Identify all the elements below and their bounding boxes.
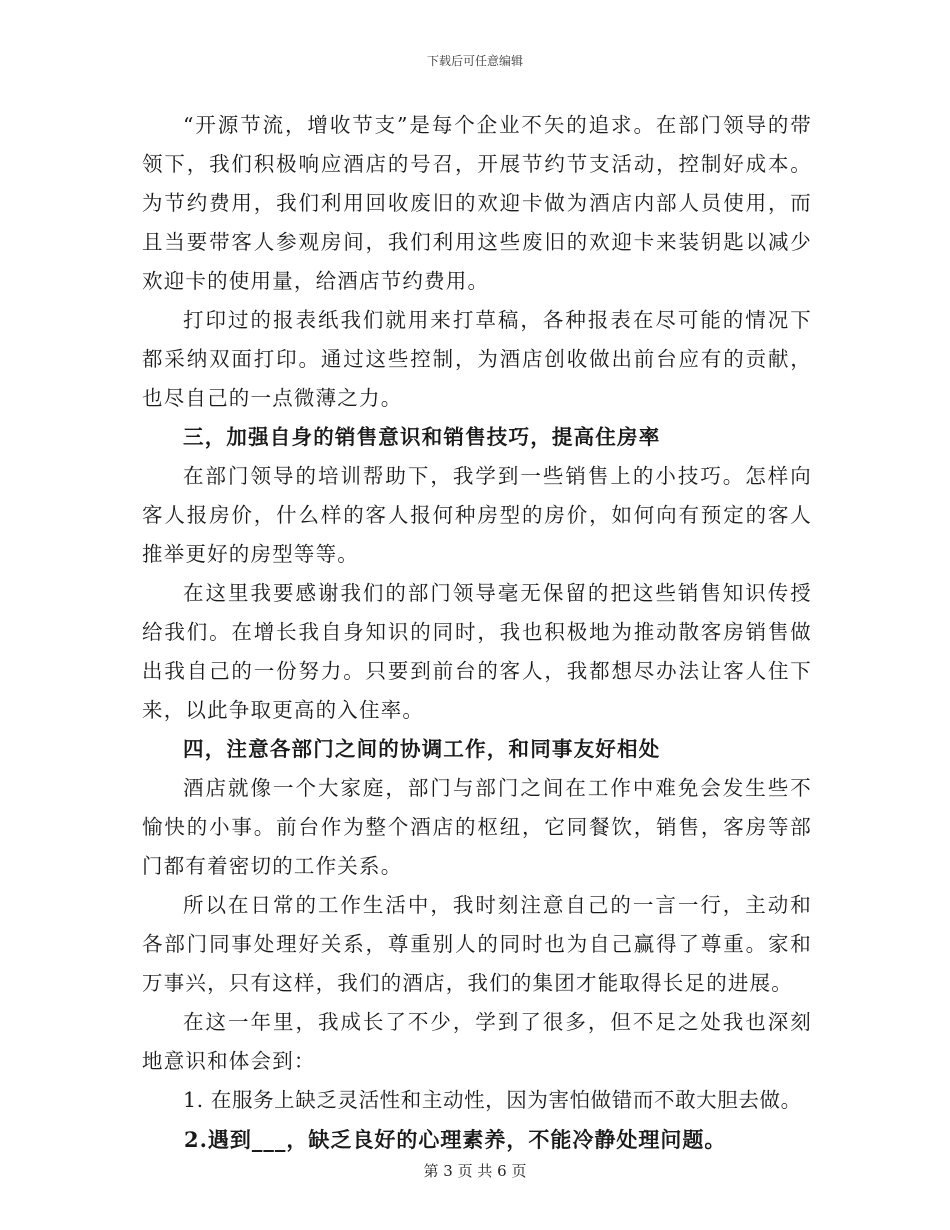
section-heading-sales: 三，加强自身的销售意识和销售技巧，提高住房率 xyxy=(183,425,661,449)
page-footer: 第 3 页 共 6 页 xyxy=(423,1162,527,1180)
document-body xyxy=(142,106,812,1159)
paragraph-sales-training: 在部门领导的培训帮助下，我学到一些销售上的小技巧。怎样向客人报房价，什么样的客人报何种房型的房价，如何向有预定的客人推举更好的房型等等。 xyxy=(142,464,812,566)
paragraph-thanks-leaders: 在这里我要感谢我们的部门领导毫无保留的把这些销售知识传授给我们。在增长我自身知识的同时，我也积极地为推动散客房销售做出我自己的一份努力。只要到前台的客人，我都想尽办法让客人住下来，以此争取更高的入住率。 xyxy=(142,581,812,722)
paragraph-reflection: 在这一年里，我成长了不少，学到了很多，但不足之处我也深刻地意识和体会到： xyxy=(142,1010,812,1073)
list-item-shortcoming-1: 1. 在服务上缺乏灵活性和主动性，因为害怕做错而不敢大胆去做。 xyxy=(183,1088,802,1112)
page-header: 下载后可任意编辑 xyxy=(426,54,523,68)
section-heading-coordination: 四，注意各部门之间的协调工作，和同事友好相处 xyxy=(183,737,661,761)
list-item-shortcoming-2: 2.遇到___，缺乏良好的心理素养，不能冷静处理问题。 xyxy=(184,1127,727,1152)
paragraph-double-sided-printing: 打印过的报表纸我们就用来打草稿，各种报表在尽可能的情况下都采纳双面打印。通过这些控制，为酒店创收做出前台应有的贡献，也尽自己的一点微薄之力。 xyxy=(142,308,812,410)
paragraph-hotel-family: 酒店就像一个大家庭，部门与部门之间在工作中难免会发生些不愉快的小事。前台作为整个酒店的枢纽，它同餐饮，销售，客房等部门都有着密切的工作关系。 xyxy=(142,776,812,878)
paragraph-cost-saving: “开源节流，增收节支”是每个企业不矢的追求。在部门领导的带领下，我们积极响应酒店的号召，开展节约节支活动，控制好成本。为节约费用，我们利用回收废旧的欢迎卡做为酒店内部人员使用，而且当要带客人参观房间，我们利用这些废旧的欢迎卡来装钥匙以减少欢迎卡的使用量，给酒店节约费用。 xyxy=(142,113,812,293)
paragraph-daily-work: 所以在日常的工作生活中，我时刻注意自己的一言一行，主动和各部门同事处理好关系，尊重别人的同时也为自己赢得了尊重。家和万事兴，只有这样，我们的酒店，我们的集团才能取得长足的进展。 xyxy=(142,893,812,995)
